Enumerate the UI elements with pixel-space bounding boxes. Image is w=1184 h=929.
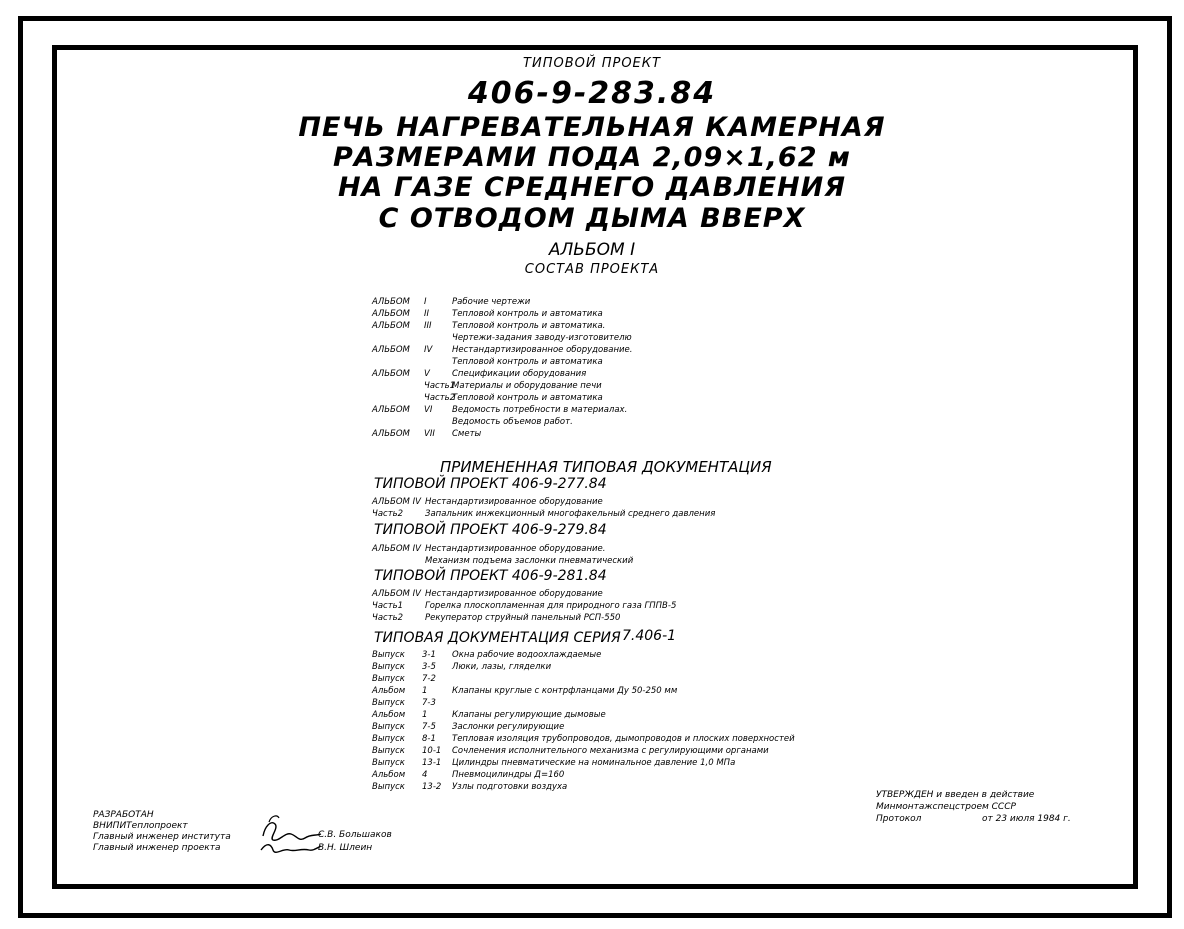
row-value: Нестандартизированное оборудование	[425, 589, 603, 599]
approval-line-1: УТВЕРЖДЕН и введен в действие	[876, 790, 1035, 800]
row-value: Тепловой контроль и автоматика.	[452, 321, 606, 331]
row-number: 13-2	[422, 782, 442, 792]
row-key: АЛЬБОМ	[372, 369, 410, 379]
handwritten-signature-icon	[255, 812, 325, 860]
applied-row	[372, 544, 852, 555]
row-key: АЛЬБОМ	[372, 321, 410, 331]
row-value: Рекуператор струйный панельный РСП-550	[425, 613, 621, 623]
row-key: АЛЬБОМ IV	[372, 497, 421, 507]
series-number: 7.406-1	[622, 628, 677, 644]
approval-line-2: Минмонтажспецстроем СССР	[876, 802, 1016, 812]
composition-row	[372, 297, 852, 308]
approval-protocol-date: от 23 июля 1984 г.	[982, 814, 1071, 824]
row-key: Часть2	[372, 613, 404, 623]
row-value: Нестандартизированное оборудование.	[452, 345, 633, 355]
developer-org: ВНИПИТеплопроект	[93, 821, 188, 831]
album-label: АЛЬБОМ I	[548, 240, 636, 260]
row-value: Тепловой контроль и автоматика	[452, 357, 603, 367]
row-value: Чертежи-задания заводу-изготовителю	[452, 333, 632, 343]
series-row	[372, 698, 852, 709]
composition-row	[372, 381, 852, 392]
row-key: Выпуск	[372, 758, 405, 768]
title-line-1: ПЕЧЬ НАГРЕВАТЕЛЬНАЯ КАМЕРНАЯ	[298, 112, 886, 143]
composition-row	[372, 369, 852, 380]
row-value: Нестандартизированное оборудование	[425, 497, 603, 507]
composition-row	[372, 417, 852, 428]
row-number: 10-1	[422, 746, 442, 756]
doc-subtitle: ТИПОВОЙ ПРОЕКТ	[523, 56, 661, 71]
series-row	[372, 770, 852, 781]
row-value: Спецификации оборудования	[452, 369, 587, 379]
row-number: VII	[424, 429, 435, 439]
composition-heading: СОСТАВ ПРОЕКТА	[524, 262, 660, 277]
row-key: Альбом	[372, 710, 406, 720]
series-row	[372, 686, 852, 697]
approval-protocol-label: Протокол	[876, 814, 922, 824]
row-value: Цилиндры пневматические на номинальное давление 1,0 МПа	[452, 758, 736, 768]
row-value: Горелка плоскопламенная для природного газа ГППВ-5	[425, 601, 677, 611]
row-number: Часть1	[424, 381, 456, 391]
row-key: Выпуск	[372, 650, 405, 660]
row-value: Материалы и оборудование печи	[452, 381, 602, 391]
row-value: Ведомость потребности в материалах.	[452, 405, 628, 415]
developer-name-1: С.В. Большаков	[318, 830, 392, 840]
series-row	[372, 746, 852, 757]
row-key: АЛЬБОМ	[372, 405, 410, 415]
row-key: АЛЬБОМ IV	[372, 544, 421, 554]
row-value: Окна рабочие водоохлаждаемые	[452, 650, 602, 660]
row-value: Заслонки регулирующие	[452, 722, 565, 732]
applied-row	[372, 497, 852, 508]
row-value: Сочленения исполнительного механизма с регулирующими органами	[452, 746, 769, 756]
composition-row	[372, 357, 852, 368]
composition-row	[372, 393, 852, 404]
row-key: АЛЬБОМ	[372, 429, 410, 439]
applied-project-3-title: ТИПОВОЙ ПРОЕКТ 406-9-281.84	[374, 568, 607, 584]
row-number: 7-3	[422, 698, 436, 708]
developer-role-1: Главный инженер института	[93, 832, 231, 842]
row-value: Пневмоцилиндры Д=160	[452, 770, 565, 780]
applied-project-1-title: ТИПОВОЙ ПРОЕКТ 406-9-277.84	[374, 476, 607, 492]
series-row	[372, 710, 852, 721]
row-number: IV	[424, 345, 433, 355]
row-value: Нестандартизированное оборудование.	[425, 544, 606, 554]
row-number: 3-1	[422, 650, 436, 660]
row-key: Часть2	[372, 509, 404, 519]
series-row	[372, 722, 852, 733]
row-number: V	[424, 369, 430, 379]
series-row	[372, 758, 852, 769]
row-key: Выпуск	[372, 782, 405, 792]
title-line-4: С ОТВОДОМ ДЫМА ВВЕРХ	[378, 203, 806, 234]
title-line-3: НА ГАЗЕ СРЕДНЕГО ДАВЛЕНИЯ	[337, 172, 847, 203]
row-value: Узлы подготовки воздуха	[452, 782, 568, 792]
row-value: Клапаны круглые с контрфланцами Ду 50-250 мм	[452, 686, 678, 696]
row-number: III	[424, 321, 432, 331]
applied-row	[372, 613, 852, 624]
composition-row	[372, 405, 852, 416]
row-value: Люки, лазы, гляделки	[452, 662, 552, 672]
row-key: АЛЬБОМ	[372, 345, 410, 355]
row-number: II	[424, 309, 430, 319]
row-number: 4	[422, 770, 428, 780]
title-line-2: РАЗМЕРАМИ ПОДА 2,09×1,62 м	[333, 142, 851, 173]
row-number: 1	[422, 710, 428, 720]
row-number: 13-1	[422, 758, 442, 768]
row-number: 8-1	[422, 734, 436, 744]
applied-row	[372, 509, 852, 520]
row-key: Выпуск	[372, 662, 405, 672]
row-key: Выпуск	[372, 746, 405, 756]
developer-role-2: Главный инженер проекта	[93, 843, 221, 853]
row-value: Тепловая изоляция трубопроводов, дымопроводов и плоских поверхностей	[452, 734, 795, 744]
row-value: Тепловой контроль и автоматика	[452, 393, 603, 403]
applied-project-2-title: ТИПОВОЙ ПРОЕКТ 406-9-279.84	[374, 522, 607, 538]
applied-row	[372, 556, 852, 567]
series-row	[372, 782, 852, 793]
applied-row	[372, 601, 852, 612]
composition-row	[372, 429, 852, 440]
series-row	[372, 734, 852, 745]
row-value: Клапаны регулирующие дымовые	[452, 710, 606, 720]
developer-title: РАЗРАБОТАН	[93, 810, 154, 820]
composition-row	[372, 333, 852, 344]
row-key: АЛЬБОМ IV	[372, 589, 421, 599]
row-number: 7-2	[422, 674, 436, 684]
row-number: 7-5	[422, 722, 436, 732]
composition-row	[372, 345, 852, 356]
applied-row	[372, 589, 852, 600]
row-number: 1	[422, 686, 428, 696]
developer-name-2: В.Н. Шлеин	[318, 843, 373, 853]
row-number: 3-5	[422, 662, 436, 672]
row-number: I	[424, 297, 427, 307]
row-key: АЛЬБОМ	[372, 297, 410, 307]
row-value: Механизм подъема заслонки пневматический	[425, 556, 634, 566]
row-value: Рабочие чертежи	[452, 297, 531, 307]
row-value: Тепловой контроль и автоматика	[452, 309, 603, 319]
row-key: Выпуск	[372, 674, 405, 684]
row-key: Выпуск	[372, 722, 405, 732]
row-number: Часть2	[424, 393, 456, 403]
composition-row	[372, 309, 852, 320]
row-value: Запальник инжекционный многофакельный среднего давления	[425, 509, 716, 519]
row-key: Альбом	[372, 686, 406, 696]
row-key: Альбом	[372, 770, 406, 780]
series-row	[372, 662, 852, 673]
row-key: Выпуск	[372, 698, 405, 708]
composition-row	[372, 321, 852, 332]
series-row	[372, 674, 852, 685]
row-key: Выпуск	[372, 734, 405, 744]
row-value: Ведомость объемов работ.	[452, 417, 573, 427]
row-key: АЛЬБОМ	[372, 309, 410, 319]
project-number: 406-9-283.84	[467, 76, 717, 111]
applied-heading: ПРИМЕНЕННАЯ ТИПОВАЯ ДОКУМЕНТАЦИЯ	[440, 458, 772, 476]
series-title: ТИПОВАЯ ДОКУМЕНТАЦИЯ СЕРИЯ	[374, 630, 621, 646]
row-value: Сметы	[452, 429, 482, 439]
row-key: Часть1	[372, 601, 404, 611]
row-number: VI	[424, 405, 433, 415]
series-row	[372, 650, 852, 661]
